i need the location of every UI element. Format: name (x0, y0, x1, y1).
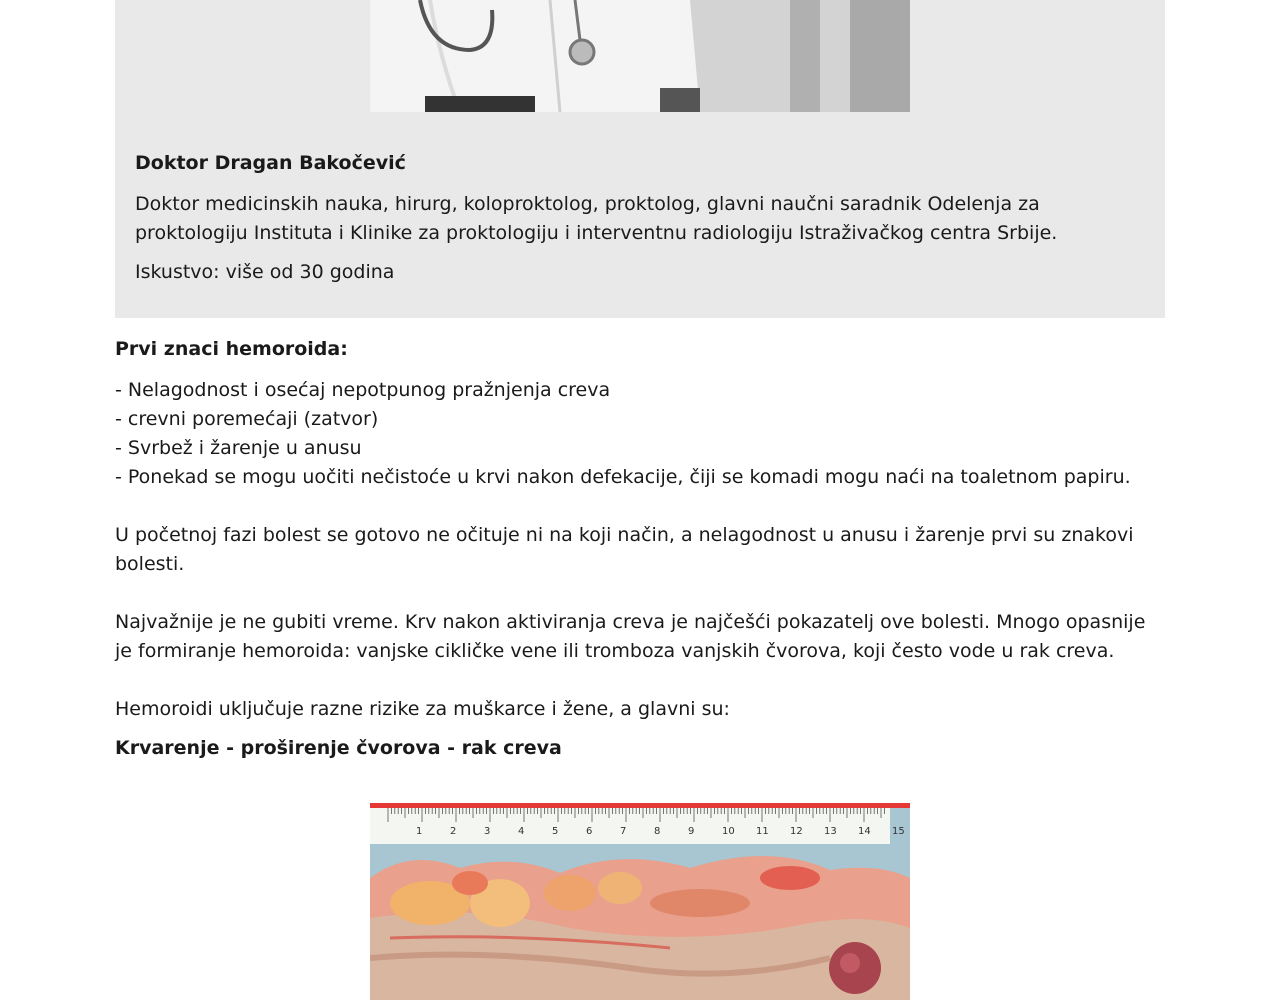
symptom-list (115, 376, 1131, 492)
doctor-name: Doktor Dragan Bakočević (135, 152, 406, 174)
ruler-label: 6 (586, 826, 593, 837)
symptom-item: - Nelagodnost i osećaj nepotpunog pražnjenja creva (115, 379, 611, 401)
symptom-item: - Ponekad se mogu uočiti nečistoće u krvi nakon defekacije, čiji se komadi mogu naći na toaletnom papiru. (115, 466, 1131, 488)
ruler-label: 9 (688, 826, 695, 837)
paragraph-dont-waste-time: Najvažnije je ne gubiti vreme. Krv nakon aktiviranja creva je najčešći pokazatelj ove bolesti. Mnogo opasnije je formiranje hemoroida: vanjske cikličke vene ili tromboza vanjskih čvorova, koji često vode u rak creva. (115, 611, 1146, 662)
article-content (115, 0, 1165, 837)
doctor-card (115, 0, 1165, 318)
ruler-label: 8 (654, 826, 661, 837)
symptoms-heading: Prvi znaci hemoroida: (115, 338, 348, 360)
colon-photo (370, 803, 910, 1000)
ruler-label: 7 (620, 826, 627, 837)
symptom-item: - Svrbež i žarenje u anusu (115, 437, 362, 459)
doctor-photo (370, 0, 910, 112)
ruler-label: 11 (756, 826, 769, 837)
ruler-label: 14 (858, 826, 871, 837)
ruler-label: 15 (892, 826, 905, 837)
paragraph-early-stage: U početnoj fazi bolest se gotovo ne očituje ni na koji način, a nelagodnost u anusu i žarenje prvi su znakovi bolesti. (115, 524, 1134, 575)
symptom-item: - crevni poremećaji (zatvor) (115, 408, 379, 430)
doctor-experience: Iskustvo: više od 30 godina (135, 261, 395, 283)
ruler-label: 3 (484, 826, 491, 837)
ruler-label: 2 (450, 826, 457, 837)
ruler-label: 12 (790, 826, 803, 837)
paragraph-risks-intro: Hemoroidi uključuje razne rizike za muškarce i žene, a glavni su: (115, 698, 730, 720)
risks-list: Krvarenje - proširenje čvorova - rak creva (115, 737, 562, 759)
ruler-label: 13 (824, 826, 837, 837)
ruler-label: 4 (518, 826, 525, 837)
ruler-label: 10 (722, 826, 735, 837)
ruler-label: 5 (552, 826, 559, 837)
doctor-description: Doktor medicinskih nauka, hirurg, koloproktolog, proktolog, glavni naučni saradnik Odelenja za proktologiju Instituta i Klinike za proktologiju i interventnu radiologiju Istraživačkog centra Srbije. (135, 193, 1058, 244)
ruler-label: 1 (416, 826, 423, 837)
